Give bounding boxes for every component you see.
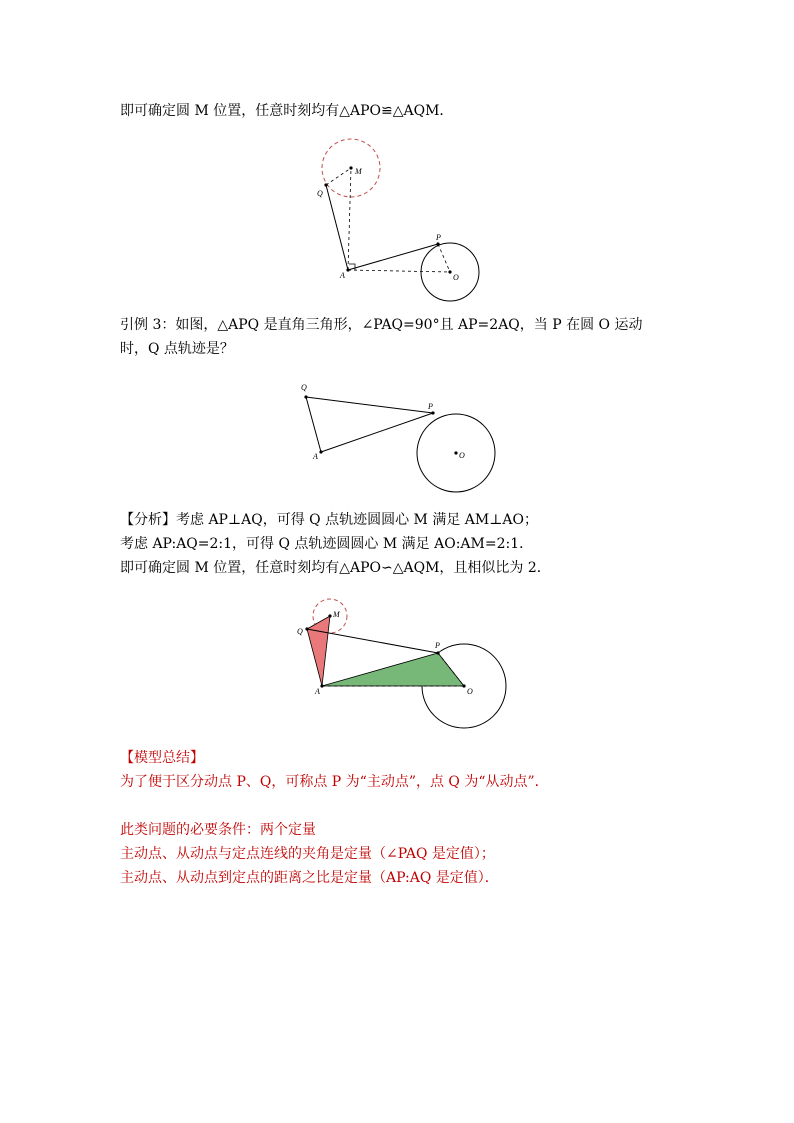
triangle-apo-green [322,653,464,686]
label-q: Q [297,627,303,636]
point-a [320,684,323,687]
text-line-5: 考虑 AP:AQ=2:1，可得 Q 点轨迹圆圆心 M 满足 AO:AM=2:1． [120,536,534,552]
label-m: M [355,167,362,176]
text-line-11: 主动点、从动点到定点的距离之比是定量（AP:AQ 是定值）． [120,870,499,886]
point-o [448,270,451,273]
label-q: Q [317,189,323,198]
text-line-4: 【分析】考虑 AP⊥AQ，可得 Q 点轨迹圆圆心 M 满足 AM⊥AO； [120,512,538,528]
label-o: O [453,273,459,282]
point-q [304,395,307,398]
text-line-9: 此类问题的必要条件：两个定量 [120,822,316,838]
label-q: Q [301,383,307,392]
point-q [305,627,308,630]
text-line-3: 时，Q 点轨迹是？ [120,341,234,357]
point-p [431,411,434,414]
text-line-8: 为了便于区分动点 P、Q，可称点 P 为“主动点”，点 Q 为“从动点”． [120,774,549,790]
segment-aq [326,185,348,270]
segment-ap [321,413,433,452]
point-o [454,451,457,454]
label-a: A [340,271,345,280]
text-line-10: 主动点、从动点与定点连线的夹角是定量（∠PAQ 是定值）； [120,846,495,862]
point-a [346,268,349,271]
point-a [319,450,322,453]
point-o [462,684,465,687]
triangle-aqm-red [307,616,330,686]
label-p: P [436,233,441,242]
label-p: P [428,402,433,411]
text-line-2: 引例 3：如图，△APQ 是直角三角形，∠PAQ=90°且 AP=2AQ，当 P 在圆 O 运动 [120,317,643,333]
label-m: M [333,610,340,619]
point-p [436,242,439,245]
text-line-1: 即可确定圆 M 位置，任意时刻均有△APO≌△AQM． [120,103,454,119]
figure-1-congruent [300,138,500,308]
label-o: O [459,451,465,460]
point-m [349,166,352,169]
segment-am-dashed [348,168,351,270]
section-heading-model-summary: 【模型总结】 [120,750,204,766]
segment-qp [306,397,433,413]
label-o: O [467,687,473,696]
label-a: A [313,452,318,461]
point-p [436,651,439,654]
segment-qm-dashed [326,168,351,185]
segment-ao-dashed [348,270,450,272]
segment-po-dashed [438,244,450,272]
point-q [324,183,327,186]
text-line-6: 即可确定圆 M 位置，任意时刻均有△APO∽△AQM，且相似比为 2． [120,560,551,576]
figure-2-right-triangle [295,378,505,498]
point-m [328,614,331,617]
label-p: P [435,641,440,650]
figure-3-similar [290,596,510,736]
segment-qa [306,397,321,452]
label-a: A [315,687,320,696]
segment-ap [348,244,438,270]
